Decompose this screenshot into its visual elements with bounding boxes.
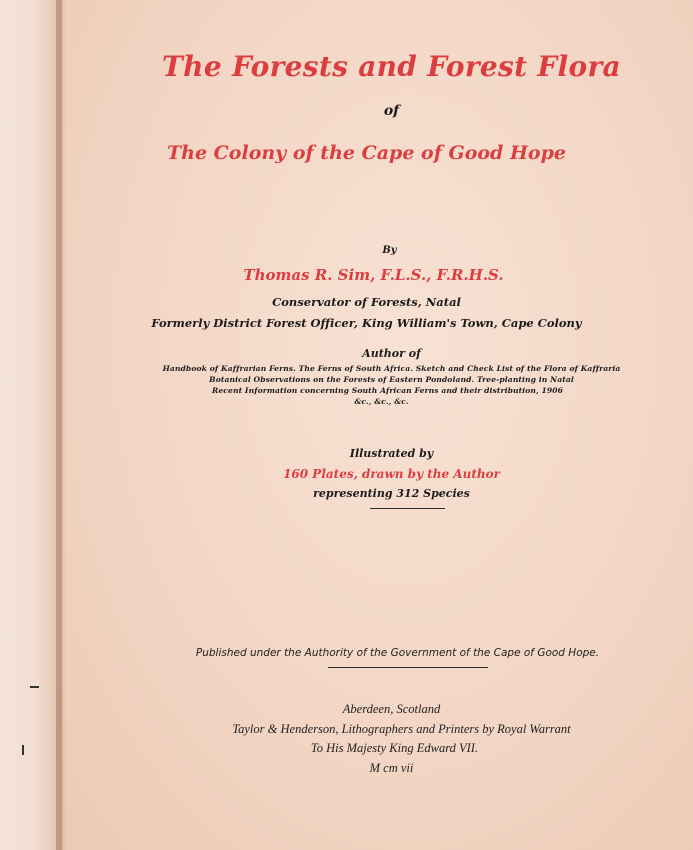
spine-shadow xyxy=(56,0,66,850)
author-of-heading: Author of xyxy=(362,347,421,360)
divider-rule xyxy=(370,508,445,509)
previous-page-edge xyxy=(0,0,62,850)
title-of: of xyxy=(383,103,400,119)
imprint-warrant: To His Majesty King Edward VII. xyxy=(310,741,479,755)
book-subtitle: The Colony of the Cape of Good Hope xyxy=(167,142,566,164)
plates-count: 160 Plates, drawn by the Author xyxy=(283,467,500,481)
author-position: Conservator of Forests, Natal xyxy=(272,295,461,309)
margin-mark xyxy=(22,745,24,755)
by-label: By xyxy=(382,245,397,256)
species-count: representing 312 Species xyxy=(313,487,470,500)
publication-authority: Published under the Authority of the Government of the Cape of Good Hope. xyxy=(195,647,600,659)
imprint-printer: Taylor & Henderson, Lithographers and Printers by Royal Warrant xyxy=(232,722,571,736)
works-line: Recent Information concerning South African Ferns and their distribution, 1906 xyxy=(211,386,564,395)
author-former-position: Formerly District Forest Officer, King William's Town, Cape Colony xyxy=(151,316,582,330)
divider-rule xyxy=(328,667,488,668)
imprint-year: M cm vii xyxy=(369,761,414,775)
imprint-place: Aberdeen, Scotland xyxy=(342,702,441,716)
works-line: Handbook of Kaffrarian Ferns. The Ferns of South Africa. Sketch and Check List of the Flora of Kaffraria xyxy=(162,364,621,373)
works-line: &c., &c., &c. xyxy=(354,397,409,406)
margin-mark xyxy=(30,686,39,688)
book-title: The Forests and Forest Flora xyxy=(162,50,621,83)
illustrated-by: Illustrated by xyxy=(349,447,434,460)
works-line: Botanical Observations on the Forests of Eastern Pondoland. Tree-planting in Natal xyxy=(209,375,574,384)
author-name: Thomas R. Sim, F.L.S., F.R.H.S. xyxy=(243,266,504,284)
